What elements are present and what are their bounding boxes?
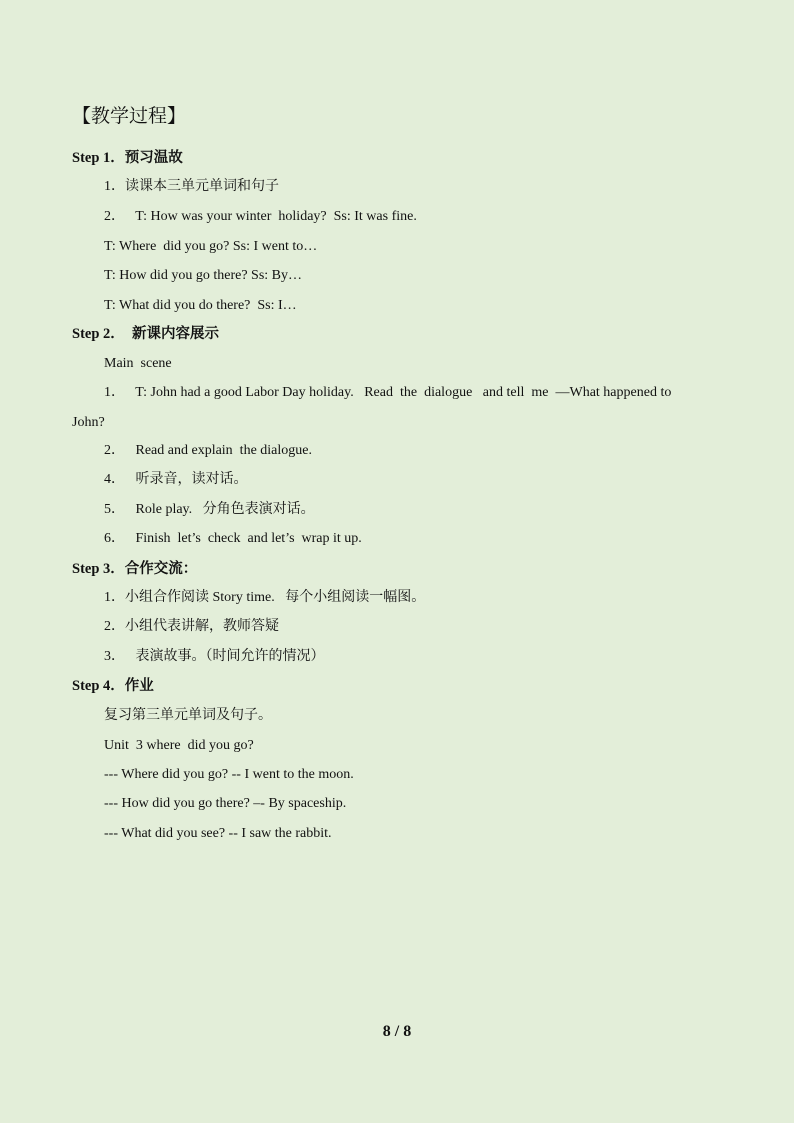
step-line: Main scene [104,356,172,371]
step-line: John? [72,415,105,430]
step-line: T: What did you do there? Ss: I… [104,298,297,313]
page-number: 8 / 8 [382,1023,412,1040]
step-line: 6． Finish let’s check and let’s wrap it up. [104,531,362,546]
step-line: T: How did you go there? Ss: By… [104,268,303,283]
step-line: 1．小组合作阅读 Story time. 每个小组阅读一幅图。 [104,590,426,605]
step-line: 2． T: How was your winter holiday? Ss: It was fine. [104,209,417,224]
step-line: --- What did you see? -- I saw the rabbit. [104,826,332,841]
step-line: --- Where did you go? -- I went to the moon. [104,767,354,782]
step-heading: Step 4．作业 [72,678,154,694]
step-line: T: Where did you go? Ss: I went to… [104,239,318,254]
step-heading: Step 2． 新课内容展示 [72,326,220,342]
step-line: 4． 听录音，读对话。 [104,472,248,487]
step-line: Unit 3 where did you go? [104,738,254,753]
step-line: --- How did you go there? –- By spaceship. [104,796,347,811]
step-line: 3． 表演故事。（时间允许的情况） [104,649,325,664]
step-line: 5． Role play. 分角色表演对话。 [104,502,315,517]
step-heading: Step 3．合作交流： [72,561,198,577]
step-line: 2．小组代表讲解，教师答疑 [104,619,279,634]
step-line: 复习第三单元单词及句子。 [104,708,272,723]
section-title: 【教学过程】 [72,106,187,127]
step-line: 1． T: John had a good Labor Day holiday. Read the dialogue and tell me —What happened to [104,385,672,400]
step-heading: Step 1．预习温故 [72,150,183,166]
step-line: 1．读课本三单元单词和句子 [104,179,279,194]
step-line: 2． Read and explain the dialogue. [104,443,312,458]
